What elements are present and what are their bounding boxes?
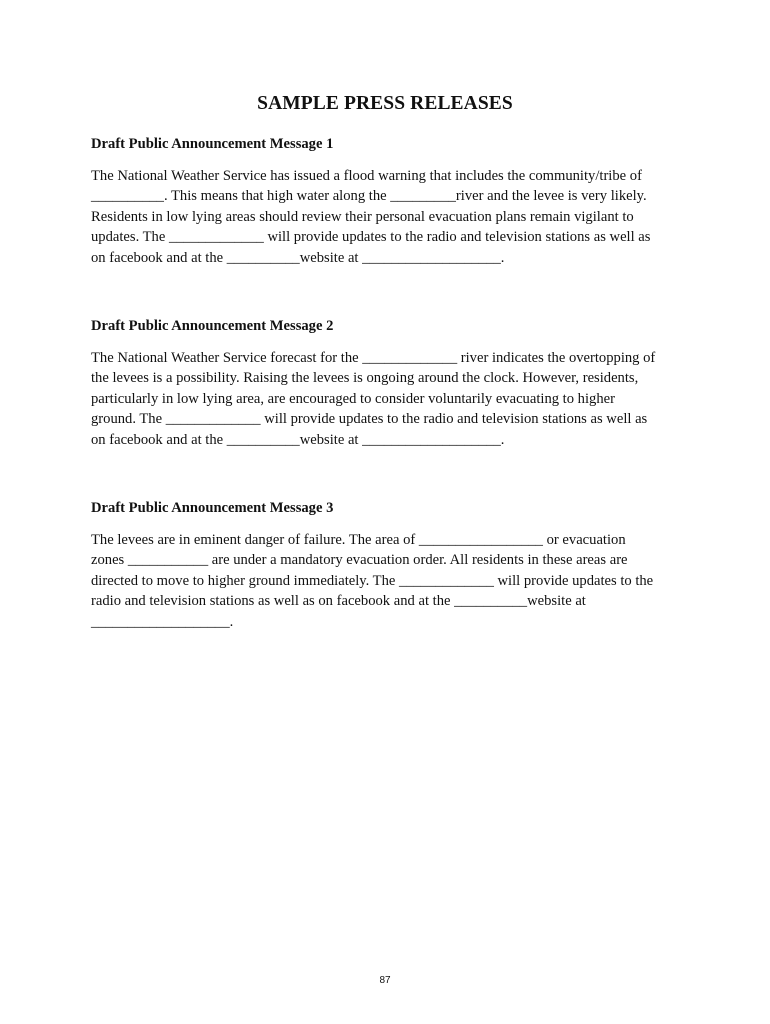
message-3-line: directed to move to higher ground immediately. The _____________ will provide updates to the	[91, 572, 654, 589]
message-1-body	[91, 166, 691, 268]
message-2-body	[91, 348, 691, 450]
message-3-line: zones ___________ are under a mandatory evacuation order. All residents in these areas are	[91, 552, 628, 569]
message-3-line: radio and television stations as well as on facebook and at the __________website at	[91, 593, 586, 610]
message-3-line: ___________________.	[91, 613, 234, 630]
message-2-heading: Draft Public Announcement Message 2	[91, 318, 334, 334]
message-2-line: the levees is a possibility. Raising the levees is ongoing around the clock. However, residents,	[91, 370, 639, 387]
message-3-heading: Draft Public Announcement Message 3	[91, 500, 334, 516]
message-1-line: Residents in low lying areas should review their personal evacuation plans remain vigilant to	[91, 208, 634, 225]
message-1-line: __________. This means that high water along the _________river and the levee is very likely.	[91, 188, 647, 205]
message-2-line: The National Weather Service forecast for the _____________ river indicates the overtopping of	[91, 350, 656, 366]
message-1-line: updates. The _____________ will provide updates to the radio and television stations as well as	[91, 229, 651, 246]
message-2-line: particularly in low lying area, are encouraged to consider voluntarily evacuating to higher	[91, 390, 615, 407]
message-1-line: The National Weather Service has issued a flood warning that includes the community/tribe of	[91, 168, 642, 184]
message-1-heading: Draft Public Announcement Message 1	[91, 136, 334, 152]
page-title: SAMPLE PRESS RELEASES	[257, 93, 513, 114]
announcement-message-3	[91, 498, 691, 632]
announcement-message-1	[91, 134, 691, 268]
announcement-message-2	[91, 316, 691, 450]
message-2-line: ground. The _____________ will provide updates to the radio and television stations as well as	[91, 411, 648, 428]
message-3-body	[91, 530, 691, 632]
page-number: 87	[379, 975, 391, 986]
message-1-line: on facebook and at the __________website at ___________________.	[91, 249, 505, 266]
message-2-line: on facebook and at the __________website at ___________________.	[91, 431, 505, 448]
message-3-line: The levees are in eminent danger of failure. The area of _________________ or evacuation	[91, 532, 626, 548]
